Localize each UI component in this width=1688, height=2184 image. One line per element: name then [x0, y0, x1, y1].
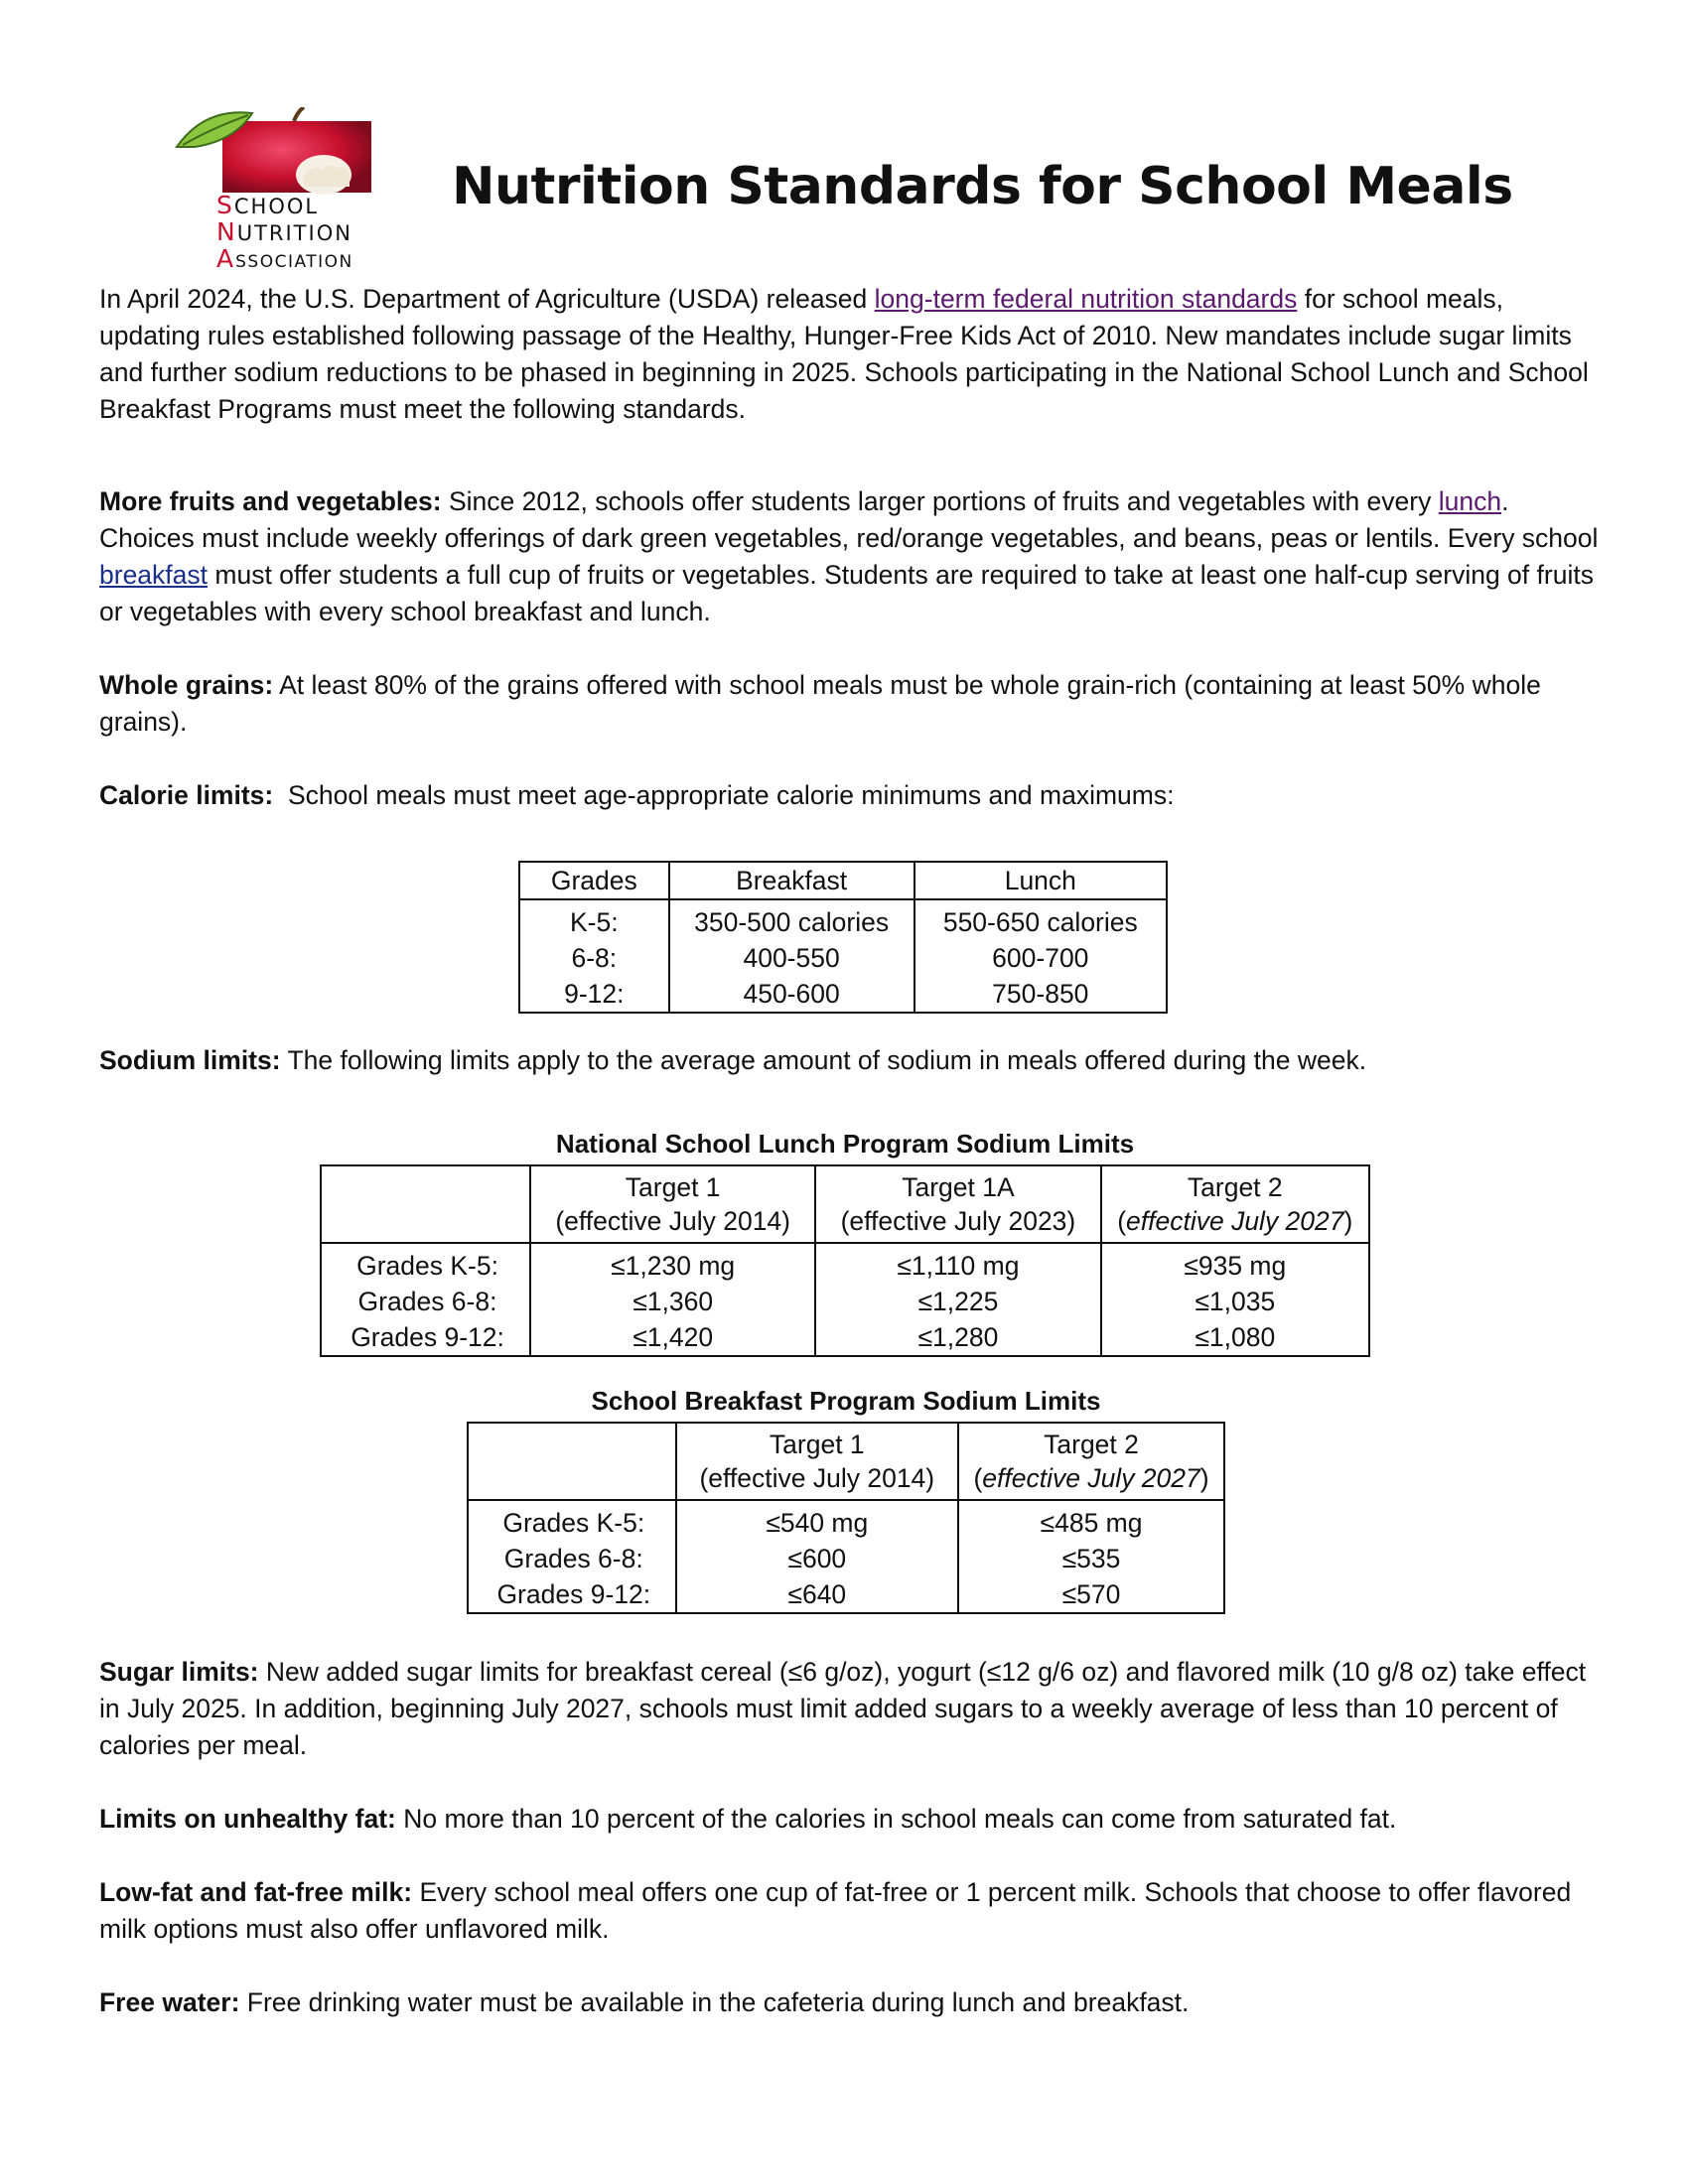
- water-paragraph: Free water: Free drinking water must be available in the cafeteria during lunch and breakfast.: [99, 1987, 1190, 2017]
- breakfast-link[interactable]: breakfast: [99, 560, 209, 590]
- column-header: Target 2 (effective July 2027): [958, 1423, 1224, 1500]
- table-cell: ≤1,230 mg: [530, 1243, 815, 1284]
- page-header: [169, 107, 1519, 276]
- table-cell: ≤540 mg: [676, 1500, 958, 1541]
- fruits-paragraph: More fruits and vegetables: Since 2012, schools offer students larger portions of fruits and vegetables with every lunch. Choices must include weekly offerings of dark green vegetables, red/orange vegetables, and beans, peas or lentils. Every school breakfast must offer students a full cup of fruits or vegetables. Students are required to take at least one half-cup serving of fruits or vegetables with every school breakfast and lunch.: [99, 486, 1599, 626]
- table-row: [519, 976, 1167, 1013]
- table-cell: ≤600: [676, 1541, 958, 1576]
- fat-heading: Limits on unhealthy fat:: [99, 1804, 396, 1834]
- table-cell: ≤1,420: [530, 1319, 815, 1356]
- table-cell: ≤1,225: [815, 1284, 1100, 1319]
- calorie-table-header: [519, 862, 1167, 899]
- table-row: [519, 899, 1167, 940]
- lunch-sodium-caption: National School Lunch Program Sodium Limits: [555, 1129, 1135, 1159]
- table-cell: 550-650 calories: [914, 899, 1167, 940]
- milk-heading: Low-fat and fat-free milk:: [99, 1877, 413, 1907]
- table-cell: ≤1,360: [530, 1284, 815, 1319]
- fat-paragraph: Limits on unhealthy fat: No more than 10 percent of the calories in school meals can come from saturated fat.: [99, 1804, 1397, 1834]
- column-header: Breakfast: [669, 862, 914, 899]
- page-title: Nutrition Standards for School Meals: [452, 157, 1513, 216]
- table-cell: ≤535: [958, 1541, 1224, 1576]
- table-row: [321, 1319, 1369, 1356]
- table-row: [519, 940, 1167, 976]
- table-header-row: [468, 1423, 1224, 1500]
- table-row: [321, 1243, 1369, 1284]
- column-header: Lunch: [914, 862, 1167, 899]
- table-cell: ≤1,080: [1101, 1319, 1369, 1356]
- breakfast-sodium-table: [467, 1422, 1225, 1614]
- sodium-paragraph: Sodium limits: The following limits apply to the average amount of sodium in meals offered during the week.: [99, 1045, 1367, 1075]
- calories-paragraph: Calorie limits: School meals must meet age-appropriate calorie minimums and maximums:: [99, 780, 1175, 810]
- column-header: Target 2 (effective July 2027): [1101, 1165, 1369, 1243]
- blank-header: [468, 1423, 676, 1500]
- table-row: [321, 1284, 1369, 1319]
- lunch-link[interactable]: lunch: [1438, 486, 1502, 516]
- blank-header: [321, 1165, 530, 1243]
- table-cell: Grades K-5:: [321, 1243, 530, 1284]
- table-cell: 350-500 calories: [669, 899, 914, 940]
- table-cell: Grades 6-8:: [321, 1284, 530, 1319]
- table-cell: K-5:: [519, 899, 669, 940]
- fruits-heading: More fruits and vegetables:: [99, 486, 442, 516]
- table-row: [468, 1541, 1224, 1576]
- table-cell: ≤485 mg: [958, 1500, 1224, 1541]
- calories-heading: Calorie limits:: [99, 780, 274, 810]
- water-heading: Free water:: [99, 1987, 240, 2017]
- table-cell: 400-550: [669, 940, 914, 976]
- column-header: Target 1A (effective July 2023): [815, 1165, 1100, 1243]
- standards-link[interactable]: long-term federal nutrition standards: [874, 284, 1298, 314]
- logo-wordmark: SCHOOL NUTRITION ASSOCIATION: [216, 191, 353, 273]
- table-cell: ≤570: [958, 1576, 1224, 1613]
- table-cell: Grades 9-12:: [468, 1576, 676, 1613]
- breakfast-sodium-caption: School Breakfast Program Sodium Limits: [591, 1386, 1101, 1416]
- table-header-row: [321, 1165, 1369, 1243]
- apple-logo-icon: [175, 107, 393, 197]
- milk-paragraph: Low-fat and fat-free milk: Every school meal offers one cup of fat-free or 1 percent milk. Schools that choose to offer flavored milk options must also offer unflavored milk.: [99, 1877, 1572, 1944]
- table-cell: Grades K-5:: [468, 1500, 676, 1541]
- sugar-heading: Sugar limits:: [99, 1657, 259, 1687]
- grains-paragraph: Whole grains: At least 80% of the grains offered with school meals must be whole grain-rich (containing at least 50% whole grains).: [99, 670, 1541, 737]
- table-cell: ≤935 mg: [1101, 1243, 1369, 1284]
- table-cell: 600-700: [914, 940, 1167, 976]
- calorie-table: [518, 861, 1168, 1014]
- column-header: Target 1 (effective July 2014): [530, 1165, 815, 1243]
- sna-logo: [169, 107, 387, 276]
- table-cell: ≤1,110 mg: [815, 1243, 1100, 1284]
- table-row: [468, 1576, 1224, 1613]
- table-cell: ≤1,280: [815, 1319, 1100, 1356]
- table-cell: 450-600: [669, 976, 914, 1013]
- grains-heading: Whole grains:: [99, 670, 274, 700]
- column-header: Target 1 (effective July 2014): [676, 1423, 958, 1500]
- table-cell: Grades 9-12:: [321, 1319, 530, 1356]
- sodium-heading: Sodium limits:: [99, 1045, 281, 1075]
- table-cell: 9-12:: [519, 976, 669, 1013]
- table-cell: 6-8:: [519, 940, 669, 976]
- column-header: Grades: [519, 862, 669, 899]
- intro-paragraph: In April 2024, the U.S. Department of Agriculture (USDA) released long-term federal nutrition standards for school meals, updating rules established following passage of the Healthy, Hunger-Free Kids Act of 2010. New mandates include sugar limits and further sodium reductions to be phased in beginning in 2025. Schools participating in the National School Lunch and School Breakfast Programs must meet the following standards.: [99, 284, 1589, 424]
- table-row: [468, 1500, 1224, 1541]
- table-cell: ≤1,035: [1101, 1284, 1369, 1319]
- table-cell: ≤640: [676, 1576, 958, 1613]
- lunch-sodium-table: [320, 1164, 1370, 1357]
- table-cell: 750-850: [914, 976, 1167, 1013]
- table-cell: Grades 6-8:: [468, 1541, 676, 1576]
- sugar-paragraph: Sugar limits: New added sugar limits for breakfast cereal (≤6 g/oz), yogurt (≤12 g/6 oz) and flavored milk (10 g/8 oz) take effect in July 2025. In addition, beginning July 2027, schools must limit added sugars to a weekly average of less than 10 percent of calories per meal.: [99, 1657, 1587, 1760]
